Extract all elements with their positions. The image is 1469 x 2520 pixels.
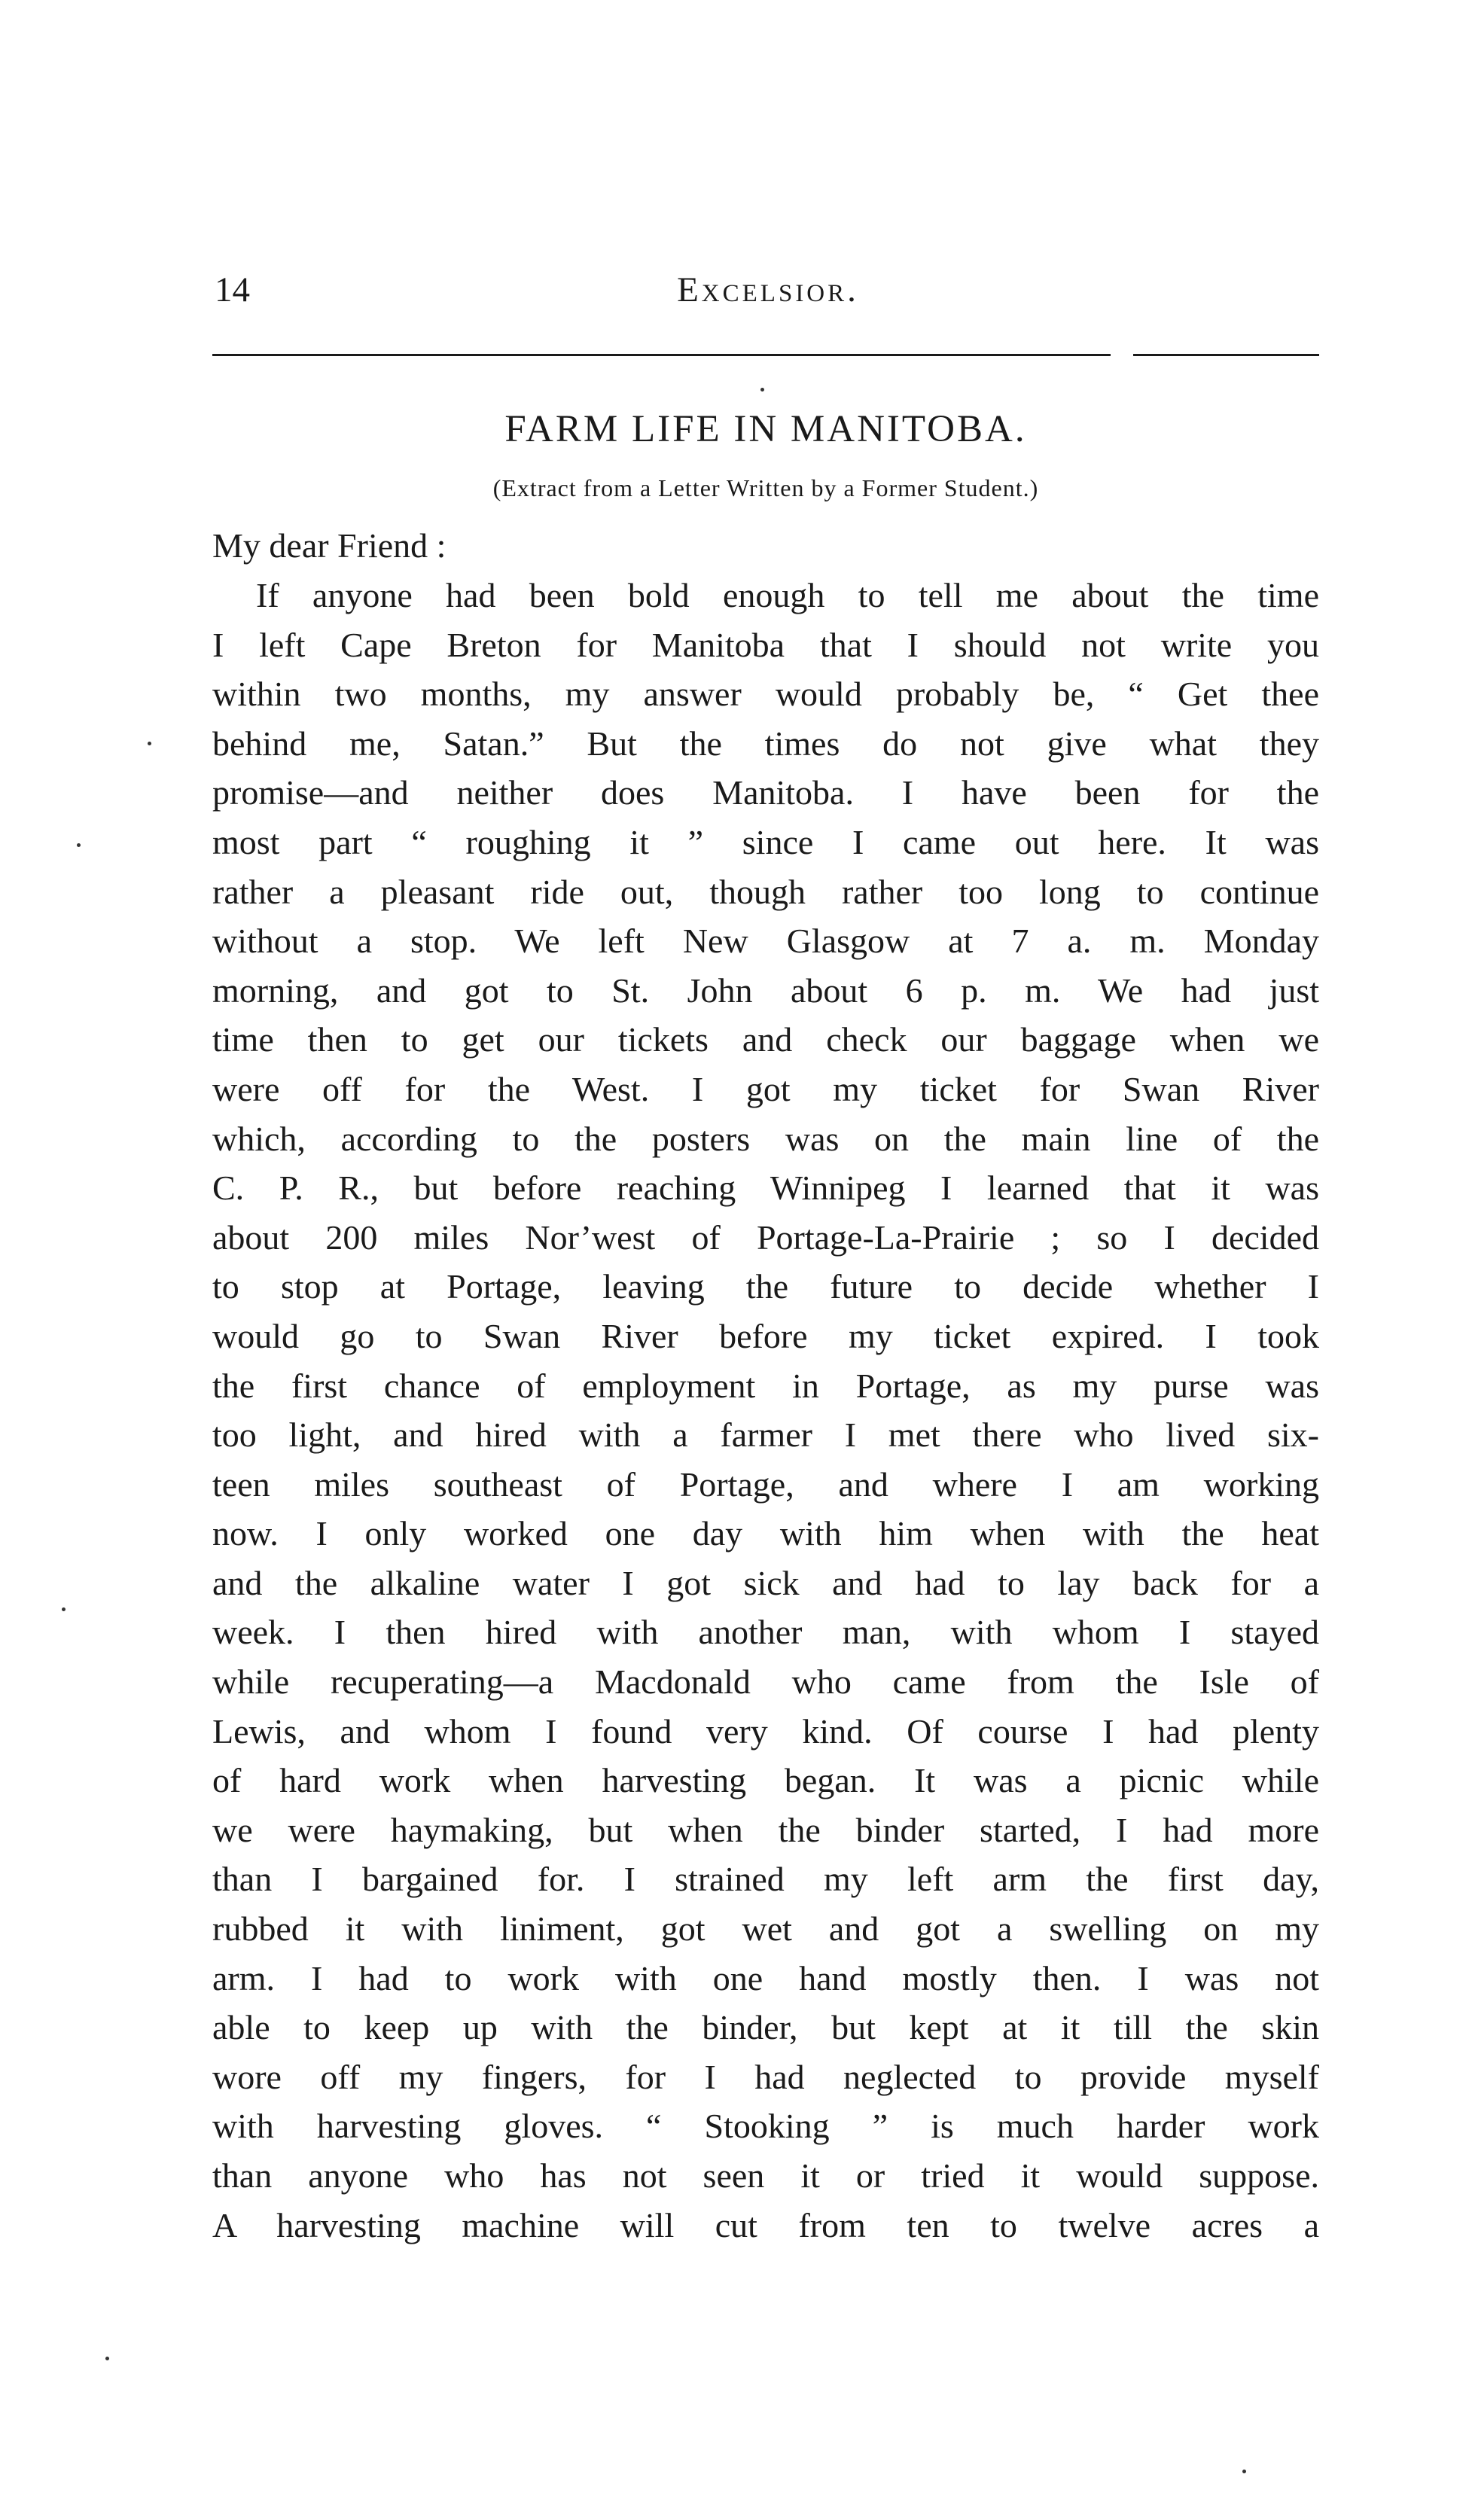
header-rule-gap (1111, 351, 1133, 358)
print-speck (62, 1607, 66, 1611)
header-rule (212, 354, 1319, 356)
text-line: and the alkaline water I got sick and had to lay back for a (212, 1563, 1319, 1602)
article-title: FARM LIFE IN MANITOBA. (504, 408, 1027, 450)
text-line: If anyone had been bold enough to tell me about the time (256, 576, 1319, 614)
text-line: rather a pleasant ride out, though rather too long to continue (212, 872, 1319, 911)
article-body (212, 571, 1319, 2250)
text-line: which, according to the posters was on the main line of the (212, 1119, 1319, 1158)
text-line: week. I then hired with another man, with whom I stayed (212, 1613, 1319, 1652)
article-subtitle: (Extract from a Letter Written by a Former Student.) (492, 474, 1039, 501)
text-line: time then to get our tickets and check our baggage when we (212, 1020, 1319, 1059)
text-line: with harvesting gloves. “ Stooking ” is much harder work (212, 2107, 1319, 2146)
text-line: without a stop. We left New Glasgow at 7 a. m. Monday (212, 922, 1319, 961)
text-line: C. P. R., but before reaching Winnipeg I learned that it was (212, 1169, 1319, 1208)
text-line: teen miles southeast of Portage, and where I am working (212, 1464, 1319, 1504)
text-line: about 200 miles Nor’west of Portage-La-Prairie ; so I decided (212, 1217, 1319, 1257)
text-line: I left Cape Breton for Manitoba that I should not write you (212, 625, 1319, 664)
text-line: would go to Swan River before my ticket expired. I took (212, 1316, 1319, 1355)
running-head (215, 267, 1321, 320)
text-line: we were haymaking, but when the binder started, I had more (212, 1810, 1319, 1849)
text-line: most part “ roughing it ” since I came out here. It was (212, 822, 1319, 861)
print-speck (1242, 2470, 1246, 2473)
text-line: A harvesting machine will cut from ten to twelve acres a (212, 2205, 1319, 2244)
page-number: 14 (215, 270, 250, 309)
text-line: to stop at Portage, leaving the future to decide whether I (212, 1267, 1319, 1306)
text-line: able to keep up with the binder, but kept at it till the skin (212, 2008, 1319, 2047)
text-line: arm. I had to work with one hand mostly then. I was not (212, 1958, 1319, 1997)
text-line: behind me, Satan.” But the times do not give what they (212, 724, 1319, 763)
print-speck (105, 2357, 109, 2360)
print-speck (760, 388, 764, 392)
text-line: rubbed it with liniment, got wet and got a swelling on my (212, 1909, 1319, 1949)
text-line: the first chance of employment in Portage, as my purse was (212, 1366, 1319, 1405)
text-line: than anyone who has not seen it or tried it would suppose. (212, 2156, 1319, 2195)
text-line: morning, and got to St. John about 6 p. m. We had just (212, 971, 1319, 1010)
text-line: wore off my fingers, for I had neglected to provide myself (212, 2057, 1319, 2096)
text-line: of hard work when harvesting began. It was a picnic while (212, 1761, 1319, 1800)
salutation: My dear Friend : (212, 526, 446, 565)
text-line: too light, and hired with a farmer I met there who lived six- (212, 1415, 1319, 1455)
journal-title: Excelsior. (677, 270, 859, 309)
text-line: now. I only worked one day with him when with the heat (212, 1514, 1319, 1553)
print-speck (77, 843, 81, 847)
text-line: than I bargained for. I strained my left arm the first day, (212, 1860, 1319, 1899)
text-line: Lewis, and whom I found very kind. Of course I had plenty (212, 1711, 1319, 1751)
print-speck (148, 742, 151, 745)
text-line: within two months, my answer would probably be, “ Get thee (212, 675, 1319, 714)
text-line: were off for the West. I got my ticket for Swan River (212, 1069, 1319, 1108)
text-line: promise—and neither does Manitoba. I have been for the (212, 773, 1319, 812)
text-line: while recuperating—a Macdonald who came from the Isle of (212, 1662, 1319, 1702)
